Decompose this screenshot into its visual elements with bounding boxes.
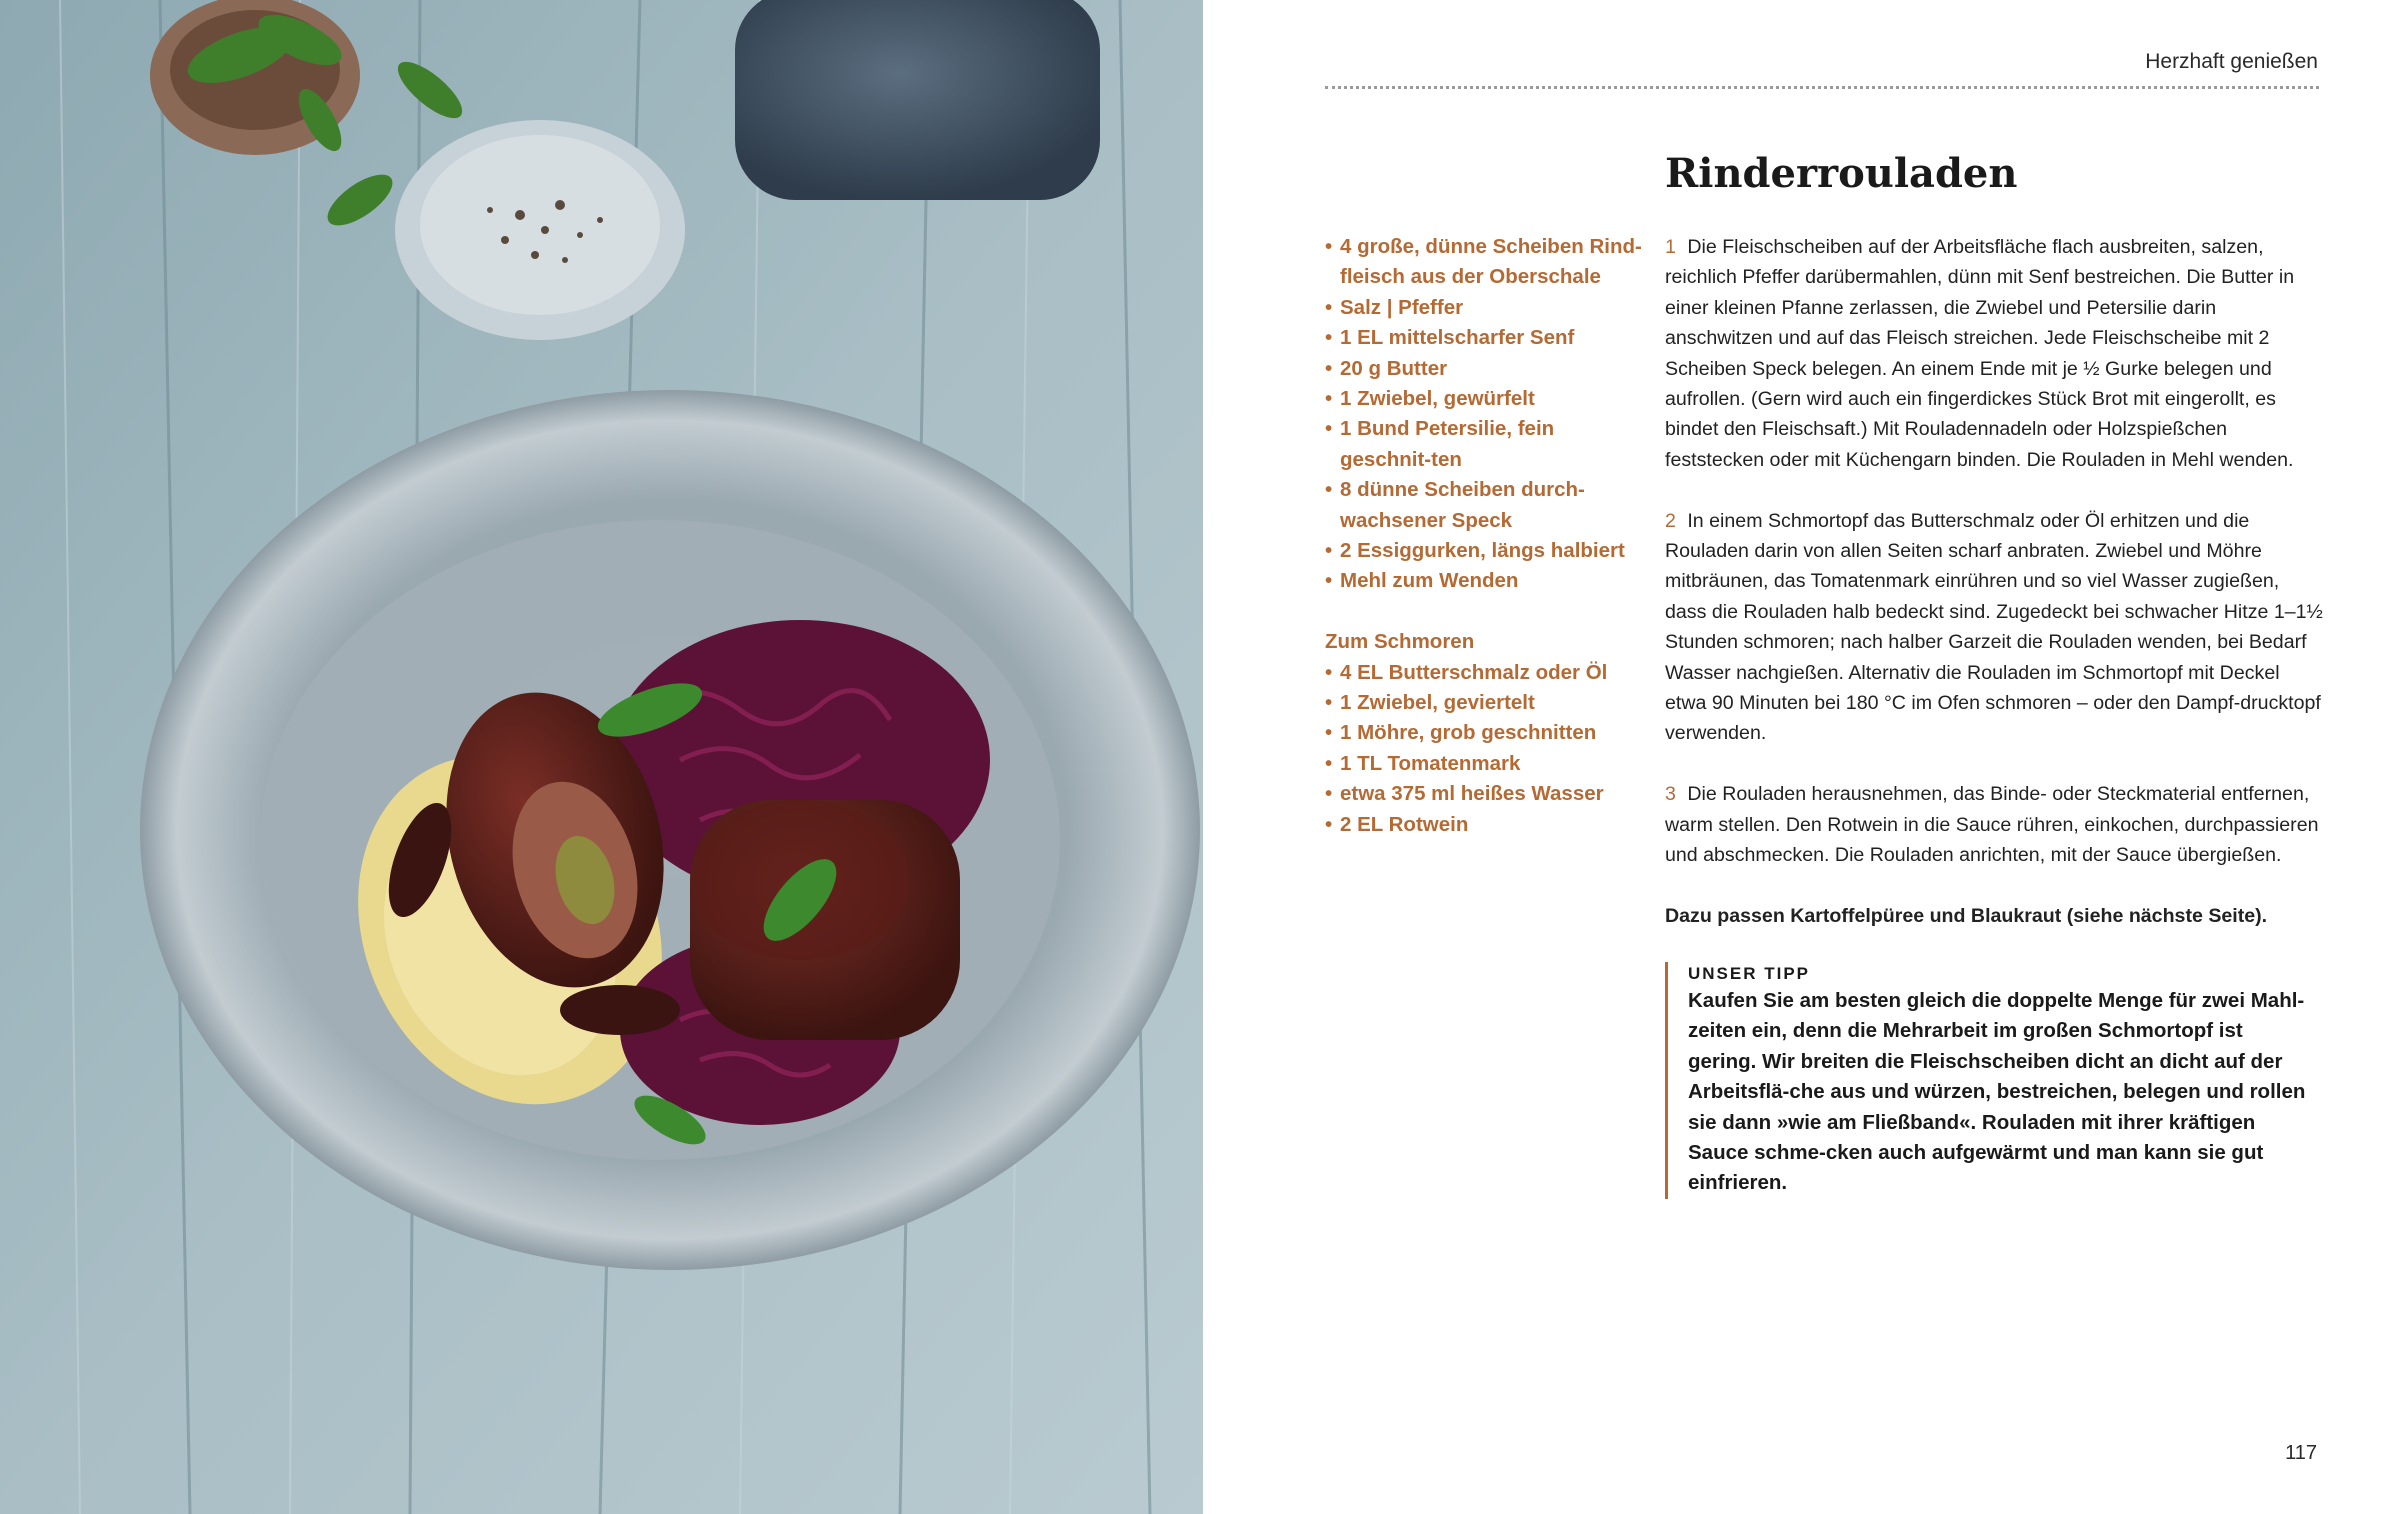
serving-suggestion: Dazu passen Kartoffelpüree und Blaukraut (siehe nächste Seite).	[1665, 904, 2268, 927]
step-number: 1	[1665, 236, 1676, 258]
instructions-column	[1665, 232, 2323, 962]
braising-item: • 1 Möhre, grob geschnitten	[1325, 718, 1645, 748]
ingredient-item: • Mehl zum Wenden	[1325, 566, 1645, 596]
ingredient-item: • 2 Essiggurken, längs halbiert	[1325, 536, 1645, 566]
tip-box	[1665, 962, 2308, 1199]
step-number: 3	[1665, 783, 1676, 806]
step-number: 2	[1665, 509, 1676, 532]
page-number: 117	[2285, 1442, 2317, 1464]
ingredient-item: • Salz | Pfeffer	[1325, 293, 1645, 323]
ingredient-item: • 4 große, dünne Scheiben Rind-fleisch aus der Oberschale	[1325, 232, 1645, 293]
ingredient-item: • 8 dünne Scheiben durch-wachsener Speck	[1325, 475, 1645, 536]
step-text: In einem Schmortopf das Butterschmalz oder Öl erhitzen und die Rouladen darin von allen Seiten scharf anbraten. Zwiebel und Möhre mitbräunen, das Tomatenmark einrühren und so viel Wasser zugießen, dass die Rouladen halb bedeckt sind. Zugedeckt bei schwacher Hitze 1–1½ Stunden schmoren; nach halber Garzeit die Rouladen wenden, bei Bedarf Wasser nachgießen. Alternativ die Rouladen im Schmortopf mit Deckel etwa 90 Minuten bei 180 °C im Ofen schmoren – oder den Dampf-drucktopf verwenden.	[1665, 509, 2323, 745]
header-divider	[1325, 86, 2319, 89]
braising-item: • 4 EL Butterschmalz oder Öl	[1325, 658, 1645, 688]
mug	[735, 0, 1100, 200]
braising-list	[1325, 658, 1645, 840]
braising-item: • 1 TL Tomatenmark	[1325, 749, 1645, 779]
ingredient-item: • 1 Zwiebel, gewürfelt	[1325, 384, 1645, 414]
step-1	[1665, 232, 2323, 475]
ingredient-item: • 1 EL mittelscharfer Senf	[1325, 323, 1645, 353]
tip-text: Kaufen Sie am besten gleich die doppelte Menge für zwei Mahl-zeiten ein, denn die Mehrarbeit im großen Schmortopf ist gering. Wir breiten die Fleischscheiben dicht an dicht auf der Arbeitsflä-che aus und würzen, bestreichen, belegen und rollen sie dann »wie am Fließband«. Rouladen mit ihrer kräftigen Sauce schme-cken auch aufgewärmt und man kann sie gut einfrieren.	[1688, 989, 2306, 1195]
step-text: Die Fleischscheiben auf der Arbeitsfläche flach ausbreiten, salzen, reichlich Pfeffer darübermahlen, dünn mit Senf bestreichen. Die Butter in einer kleinen Pfanne zerlassen, die Zwiebel und Petersilie darin anschwitzen und auf das Fleisch streichen. Jede Fleischscheibe mit 2 Scheiben Speck belegen. An einem Ende mit je ½ Gurke belegen und aufrollen. (Gern wird auch ein fingerdickes Stück Brot mit eingerollt, es bindet den Fleischsaft.) Mit Rouladennadeln oder Holzspießchen feststecken oder mit Küchengarn binden. Die Rouladen in Mehl wenden.	[1665, 236, 2295, 471]
ingredients-column	[1325, 232, 1645, 840]
step-3	[1665, 779, 2323, 870]
ingredient-list	[1325, 232, 1645, 597]
ingredient-item: • 20 g Butter	[1325, 354, 1645, 384]
braising-item: • etwa 375 ml heißes Wasser	[1325, 779, 1645, 809]
braising-heading: Zum Schmoren	[1325, 630, 1475, 654]
tip-heading: UNSER TIPP	[1688, 964, 1811, 983]
step-text: Die Rouladen herausnehmen, das Binde- oder Steckmaterial entfernen, warm stellen. Den Rotwein in die Sauce rühren, einkochen, durchpassieren und abschmecken. Die Rouladen anrichten, mit der Sauce übergießen.	[1665, 783, 2319, 867]
running-header: Herzhaft genießen	[2145, 50, 2318, 73]
step-2	[1665, 506, 2323, 749]
ingredient-item: • 1 Bund Petersilie, fein geschnit-ten	[1325, 414, 1645, 475]
braising-item: • 2 EL Rotwein	[1325, 810, 1645, 840]
recipe-title: Rinderrouladen	[1665, 150, 2018, 197]
braising-item: • 1 Zwiebel, geviertelt	[1325, 688, 1645, 718]
